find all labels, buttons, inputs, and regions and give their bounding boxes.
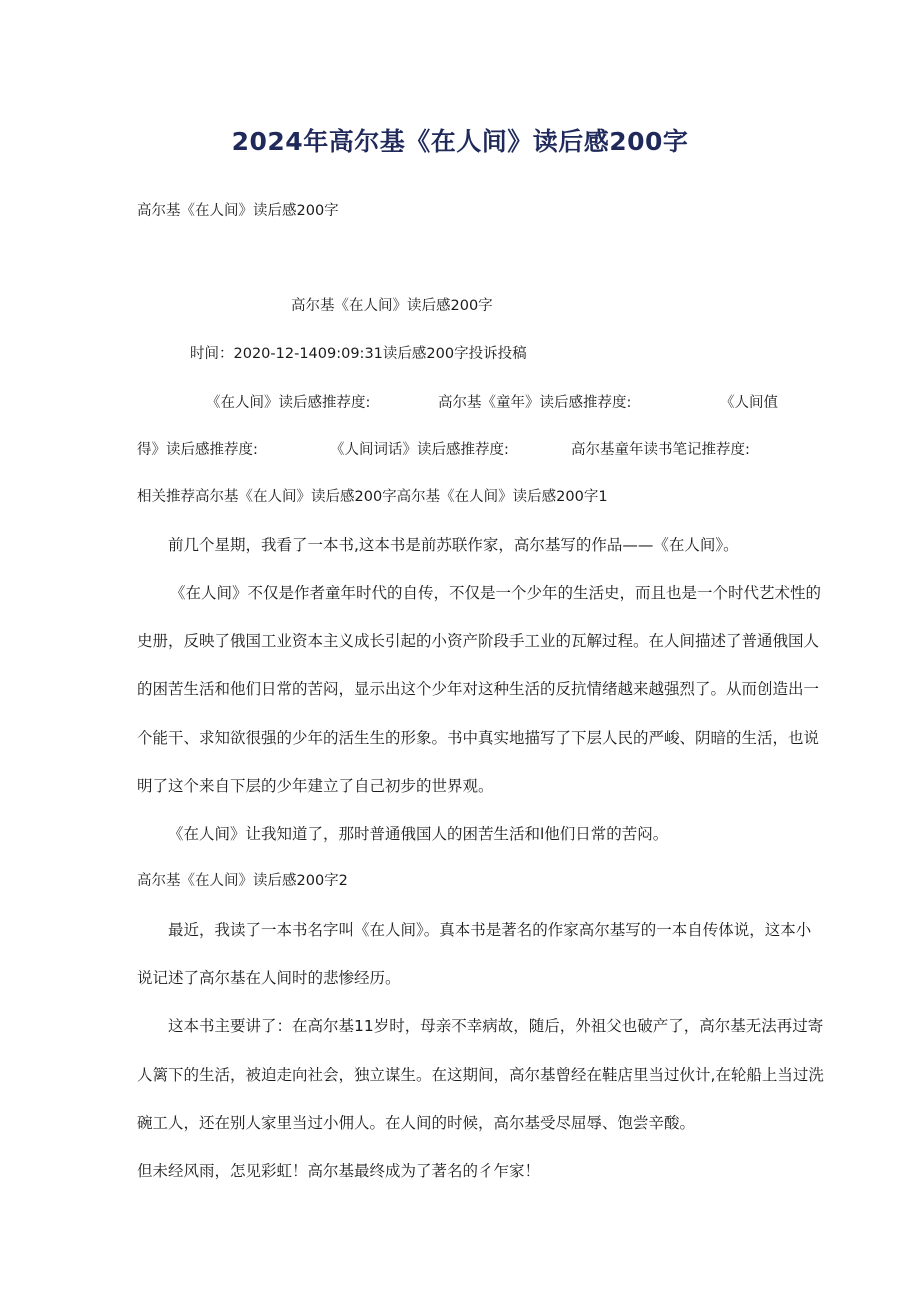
section1-p2-line-5: 明了这个来自下层的少年建立了自己初步的世界观。 (137, 777, 494, 795)
section1-p2-line-1: 《在人间》不仅是作者童年时代的自传，不仅是一个少年的生活史，而且也是一个时代艺术性的 (170, 584, 822, 602)
recommend-item-2: 高尔基《童年》读后感推荐度: (438, 395, 632, 411)
section2-p1-line-2: 说记述了高尔基在人间时的悲惨经历。 (137, 969, 401, 987)
document-subtitle: 高尔基《在人间》读后感200字 (137, 203, 339, 219)
document-title: 2024年高尔基《在人间》读后感200字 (231, 127, 689, 156)
section1-paragraph-3: 《在人间》让我知道了，那时普通俄国人的困苦生活和l他们日常的苦闷。 (168, 825, 669, 843)
section1-p2-line-2: 史册，反映了俄国工业资本主义成长引起的小资产阶段手工业的瓦解过程。在人间描述了普通俄国人 (137, 632, 820, 650)
section2-paragraph-3: 但未经风雨，怎见彩虹！高尔基最终成为了著名的彳乍家！ (137, 1162, 541, 1180)
recommend-item-5: 高尔基童年读书笔记推荐度: (571, 442, 750, 458)
section1-p2-line-4: 个能干、求知欲很强的少年的活生生的形象。书中真实地描写了下层人民的严峻、阴暗的生活，也说 (137, 729, 820, 747)
recommend-item-3-part2: 得》读后感推荐度: (137, 442, 258, 458)
recommend-item-3-part1: 《人间值 (720, 395, 778, 411)
section2-p2-line-3: 碗工人，还在别人家里当过小佣人。在人间的时候，高尔基受尽屈辱、饱尝辛酸。 (137, 1114, 696, 1132)
center-heading: 高尔基《在人间》读后感200字 (291, 298, 493, 314)
section1-paragraph-1: 前几个星期，我看了一本书,这本书是前苏联作家，高尔基写的作品——《在人间》。 (168, 536, 739, 554)
related-line: 相关推荐高尔基《在人间》读后感200字高尔基《在人间》读后感200字1 (137, 489, 608, 505)
section2-p2-line-2: 人篱下的生活，被迫走向社会，独立谋生。在这期间，高尔基曾经在鞋店里当过伙计,在轮船上当过洗 (137, 1066, 824, 1084)
recommend-item-4: 《人间词话》读后感推荐度: (330, 442, 509, 458)
section2-heading: 高尔基《在人间》读后感200字2 (137, 873, 348, 889)
section2-p1-line-1: 最近，我读了一本书名字叫《在人间》。真本书是著名的作家高尔基写的一本自传体说，这本小 (168, 921, 812, 939)
recommend-item-1: 《在人间》读后感推荐度: (206, 395, 371, 411)
section1-p2-line-3: 的困苦生活和他们日常的苦闷，显示出这个少年对这种生活的反抗情绪越来越强烈了。从而创造出一 (137, 680, 820, 698)
section2-p2-line-1: 这本书主要讲了：在高尔基11岁时，母亲不幸病故，随后，外祖父也破产了，高尔基无法再过寄 (168, 1017, 824, 1035)
meta-line: 时间：2020-12-1409:09:31读后感200字投诉投稿 (190, 346, 527, 362)
